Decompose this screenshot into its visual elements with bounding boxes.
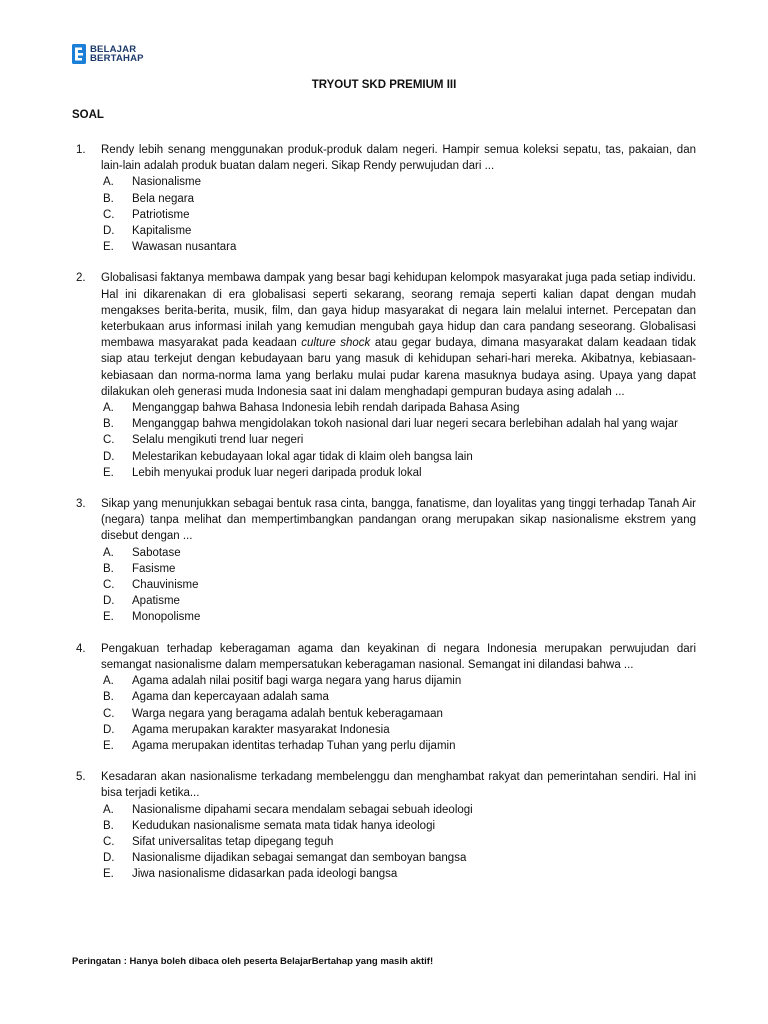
option-list bbox=[101, 673, 696, 754]
belajar-bertahap-logo-icon bbox=[72, 44, 86, 64]
brand-line-1: BELAJAR bbox=[90, 43, 137, 55]
option-d bbox=[101, 223, 696, 239]
option-d bbox=[101, 593, 696, 609]
option-text: Monopolisme bbox=[132, 611, 201, 624]
option-letter: D. bbox=[103, 450, 115, 463]
brand-name bbox=[90, 45, 144, 64]
option-text: Agama dan kepercayaan adalah sama bbox=[132, 691, 329, 704]
option-text: Selalu mengikuti trend luar negeri bbox=[132, 434, 304, 447]
question-number: 2. bbox=[76, 272, 86, 285]
question-text: Sikap yang menunjukkan sebagai bentuk rasa cinta, bangga, fanatisme, dan loyalitas yang tinggi terhadap Tanah Air (negara) tanpa melihat dan mempertimbangkan pandangan orang merupakan sikap nasionalisme ekstrem yang disebut dengan ... bbox=[101, 498, 696, 543]
option-c bbox=[101, 706, 696, 722]
option-text: Sifat universalitas tetap dipegang teguh bbox=[132, 835, 334, 848]
option-d bbox=[101, 722, 696, 738]
option-letter: A. bbox=[103, 402, 114, 415]
question-2 bbox=[72, 270, 696, 481]
option-d bbox=[101, 449, 696, 465]
option-a bbox=[101, 174, 696, 190]
option-letter: D. bbox=[103, 225, 115, 238]
option-text: Chauvinisme bbox=[132, 579, 199, 592]
question-text-italic: culture shock bbox=[301, 337, 371, 350]
option-text: Lebih menyukai produk luar negeri daripada produk lokal bbox=[132, 466, 422, 479]
option-text: Warga negara yang beragama adalah bentuk keberagamaan bbox=[132, 707, 443, 720]
option-letter: A. bbox=[103, 803, 114, 816]
question-4 bbox=[72, 641, 696, 754]
document-title: TRYOUT SKD PREMIUM III bbox=[311, 79, 457, 91]
option-text: Kedudukan nasionalisme semata mata tidak hanya ideologi bbox=[132, 819, 436, 832]
option-text: Bela negara bbox=[132, 192, 195, 205]
question-text-part-1: Globalisasi faktanya membawa dampak yang besar bagi kehidupan kelompok masyarakat juga pada setiap individu. Hal ini dikarenakan di era globalisasi seperti sekarang, seorang remaja seperti kalian dapat dengan mudah mengakses berita-berita, musik, film, dan gaya hidup masyarakat di negara lain melalui internet. Percepatan dan keterbukaan arus informasi inilah yang kemudian mengubah gaya hidup dan cara pandang seseorang. Globalisasi membawa masyarakat pada keadaan bbox=[101, 272, 696, 350]
option-text: Wawasan nusantara bbox=[132, 241, 237, 254]
option-text: Sabotase bbox=[132, 546, 181, 559]
option-text: Nasionalisme dijadikan sebagai semangat dan semboyan bangsa bbox=[132, 852, 467, 865]
option-b bbox=[101, 689, 696, 705]
question-number: 3. bbox=[76, 498, 86, 511]
option-e bbox=[101, 866, 696, 882]
option-d bbox=[101, 850, 696, 866]
option-letter: D. bbox=[103, 595, 115, 608]
option-text: Agama merupakan identitas terhadap Tuhan yang perlu dijamin bbox=[132, 739, 456, 752]
question-text bbox=[101, 270, 696, 400]
question-text: Pengakuan terhadap keberagaman agama dan keyakinan di negara Indonesia merupakan perwujudan dari semangat nasionalisme dalam mempersatukan keberagaman nasional. Semangat ini dilandasi bahwa ... bbox=[101, 642, 696, 671]
option-a bbox=[101, 673, 696, 689]
question-text: Kesadaran akan nasionalisme terkadang membelenggu dan menghambat rakyat dan pemerintahan sendiri. Hal ini bisa terjadi ketika... bbox=[101, 771, 696, 800]
option-text: Kapitalisme bbox=[132, 225, 192, 238]
question-5 bbox=[72, 769, 696, 882]
option-e bbox=[101, 738, 696, 754]
option-letter: C. bbox=[103, 707, 115, 720]
option-list bbox=[101, 802, 696, 883]
option-c bbox=[101, 207, 696, 223]
option-letter: E. bbox=[103, 868, 114, 881]
option-e bbox=[101, 239, 696, 255]
option-e bbox=[101, 609, 696, 625]
option-c bbox=[101, 432, 696, 448]
option-text: Menganggap bahwa Bahasa Indonesia lebih rendah daripada Bahasa Asing bbox=[132, 402, 520, 415]
question-1 bbox=[72, 142, 696, 255]
option-letter: E. bbox=[103, 611, 114, 624]
option-text: Menganggap bahwa mengidolakan tokoh nasional dari luar negeri secara berlebihan adalah hal yang wajar bbox=[132, 418, 678, 431]
option-letter: E. bbox=[103, 466, 114, 479]
option-letter: D. bbox=[103, 723, 115, 736]
option-a bbox=[101, 802, 696, 818]
option-letter: C. bbox=[103, 208, 115, 221]
option-letter: C. bbox=[103, 835, 115, 848]
question-number: 1. bbox=[76, 144, 86, 156]
option-c bbox=[101, 834, 696, 850]
option-text: Fasisme bbox=[132, 562, 176, 575]
option-e bbox=[101, 465, 696, 481]
option-letter: B. bbox=[103, 562, 114, 575]
option-list bbox=[101, 400, 696, 481]
option-b bbox=[101, 191, 696, 207]
section-heading: SOAL bbox=[72, 109, 104, 121]
question-list bbox=[72, 142, 696, 898]
option-a bbox=[101, 545, 696, 561]
option-b bbox=[101, 818, 696, 834]
option-list bbox=[101, 545, 696, 626]
question-text-part-2: atau gegar budaya, dimana masyarakat dalam keadaan tidak siap atau terkejut dengan kebudayaan baru yang masuk di kehidupan sehari-hari mereka. Akibatnya, kebiasaan-kebiasaan dan norma-norma lama yang berlaku mulai pudar karena masuknya budaya asing. Upaya yang dapat dilakukan oleh generasi muda Indonesia saat ini dalam menghadapi gempuran budaya asing adalah ... bbox=[101, 337, 696, 398]
brand-logo bbox=[72, 44, 144, 64]
option-letter: C. bbox=[103, 579, 115, 592]
brand-line-2: BERTAHAP bbox=[90, 53, 144, 64]
option-b bbox=[101, 561, 696, 577]
question-3 bbox=[72, 496, 696, 626]
question-text: Rendy lebih senang menggunakan produk-produk dalam negeri. Hampir semua koleksi sepatu, tas, pakaian, dan lain-lain adalah produk buatan dalam negeri. Sikap Rendy perwujudan dari ... bbox=[101, 144, 696, 173]
option-letter: A. bbox=[103, 176, 114, 189]
footer-warning: Peringatan : Hanya boleh dibaca oleh peserta BelajarBertahap yang masih aktif! bbox=[72, 956, 434, 967]
option-text: Agama merupakan karakter masyarakat Indonesia bbox=[132, 723, 390, 736]
option-text: Melestarikan kebudayaan lokal agar tidak di klaim oleh bangsa lain bbox=[132, 450, 473, 463]
option-text: Nasionalisme bbox=[132, 176, 202, 189]
option-text: Agama adalah nilai positif bagi warga negara yang harus dijamin bbox=[132, 675, 462, 688]
option-letter: B. bbox=[103, 192, 114, 205]
option-text: Patriotisme bbox=[132, 208, 190, 221]
option-text: Apatisme bbox=[132, 595, 180, 608]
option-list bbox=[101, 174, 696, 255]
option-letter: D. bbox=[103, 852, 115, 865]
option-letter: E. bbox=[103, 739, 114, 752]
option-letter: B. bbox=[103, 819, 114, 832]
option-a bbox=[101, 400, 696, 416]
question-number: 4. bbox=[76, 642, 86, 655]
option-letter: B. bbox=[103, 418, 114, 431]
question-number: 5. bbox=[76, 771, 86, 784]
option-text: Nasionalisme dipahami secara mendalam sebagai sebuah ideologi bbox=[132, 803, 473, 816]
option-c bbox=[101, 577, 696, 593]
option-letter: B. bbox=[103, 691, 114, 704]
option-letter: A. bbox=[103, 546, 114, 559]
option-letter: A. bbox=[103, 675, 114, 688]
option-letter: E. bbox=[103, 241, 114, 254]
option-letter: C. bbox=[103, 434, 115, 447]
option-b bbox=[101, 416, 696, 432]
option-text: Jiwa nasionalisme didasarkan pada ideologi bangsa bbox=[132, 868, 398, 881]
